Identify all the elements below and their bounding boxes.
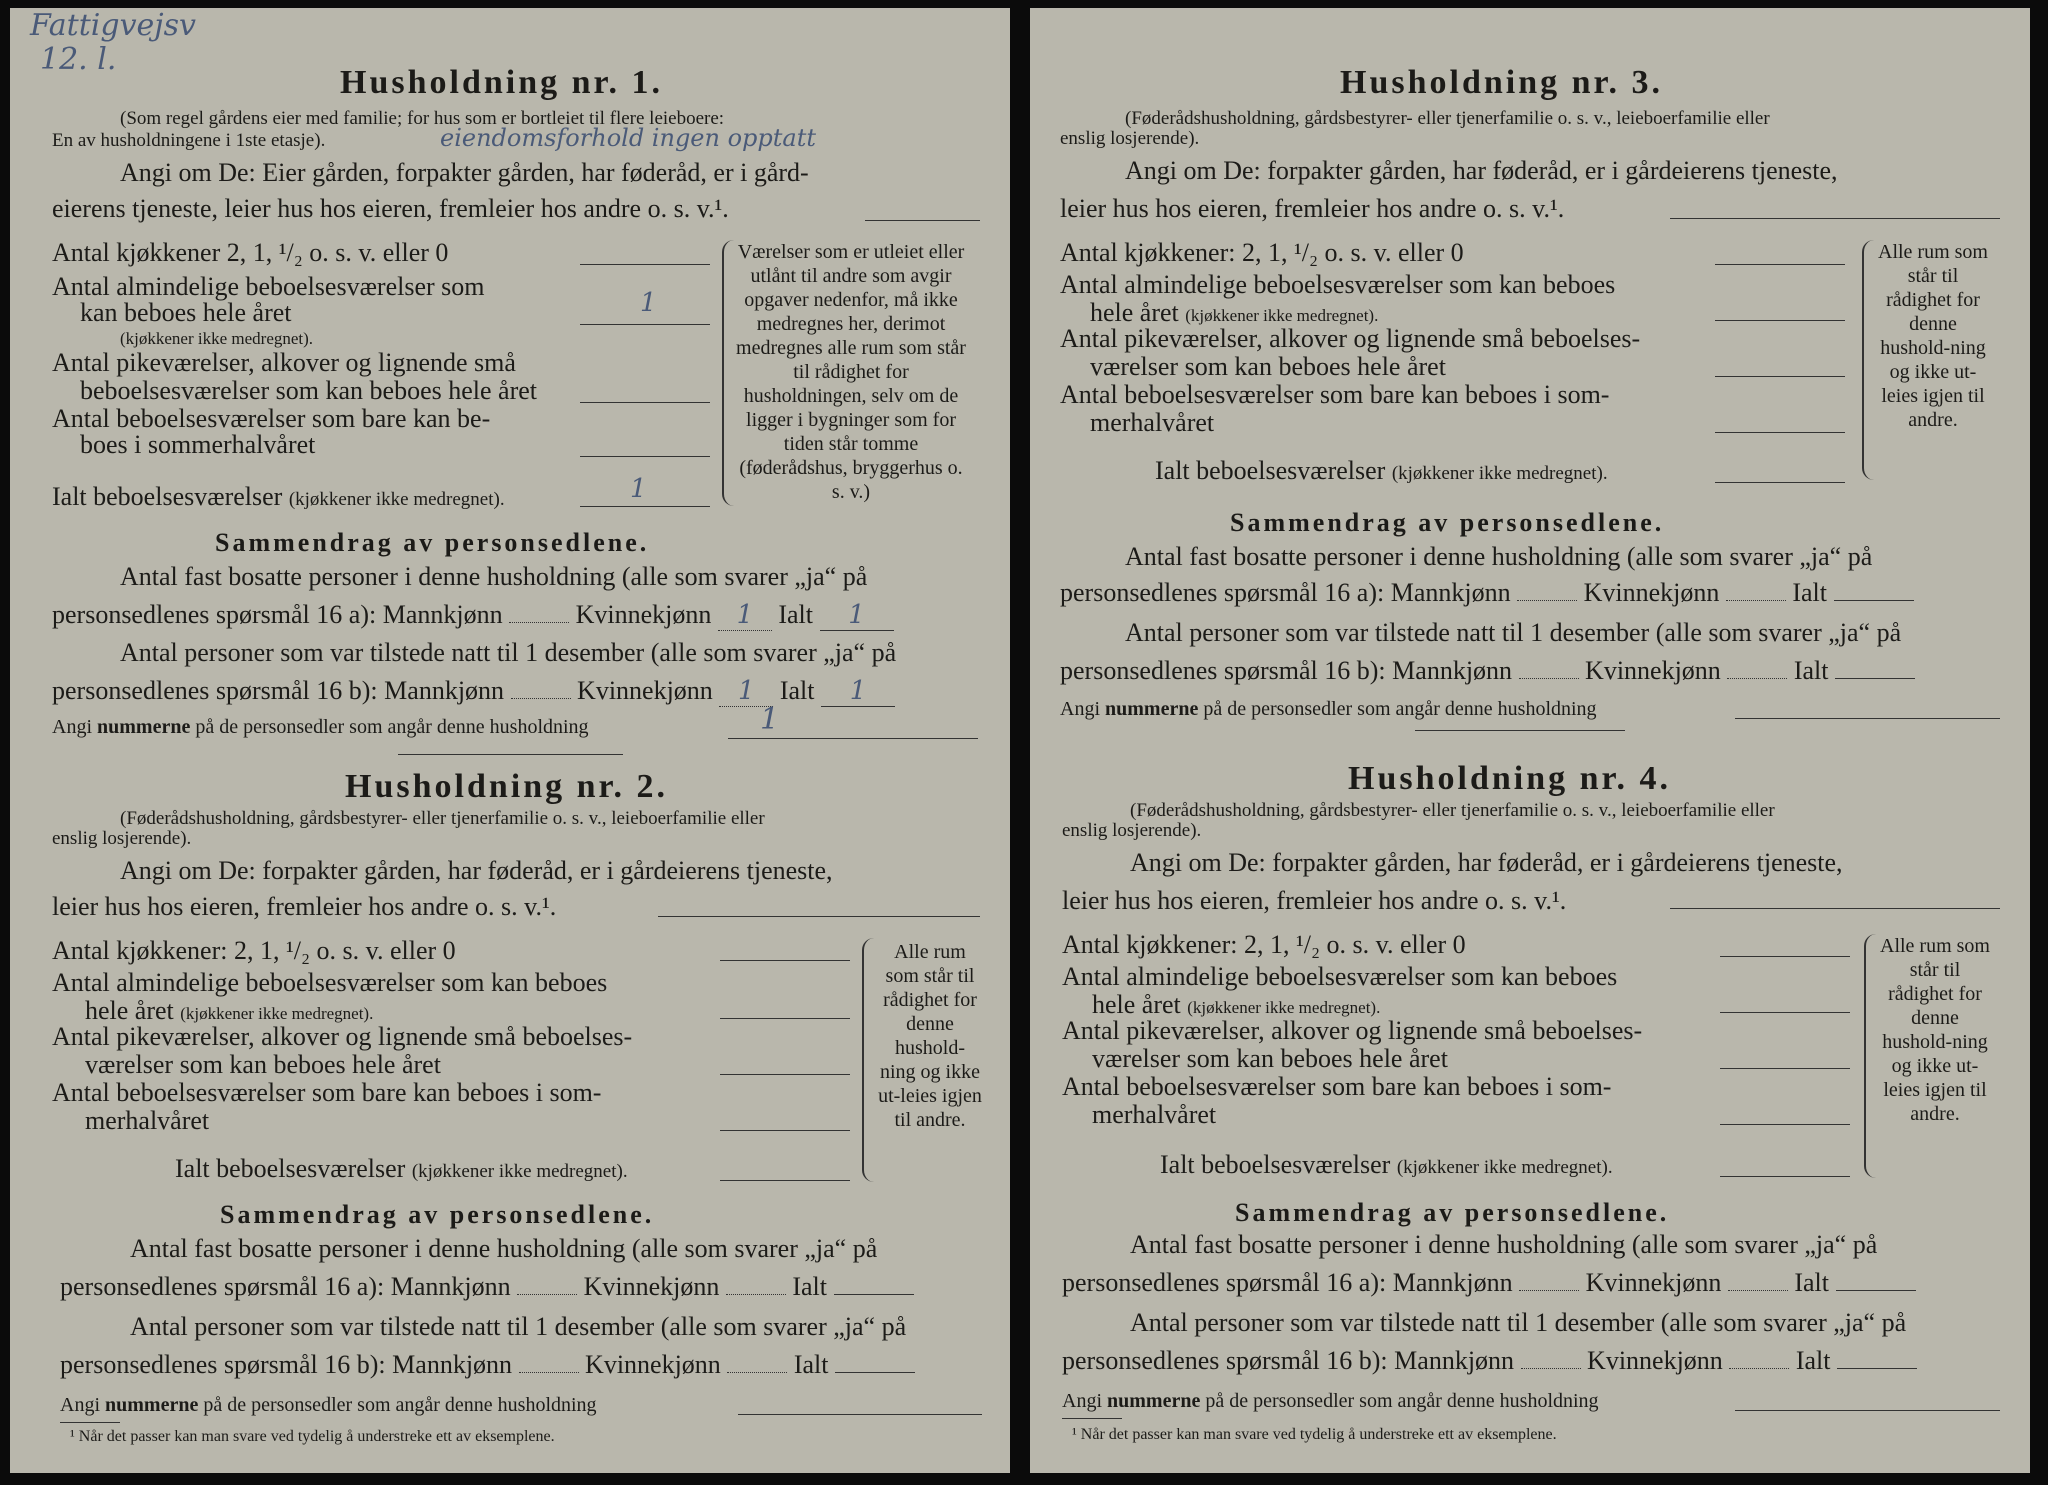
household-1-angi-line-2: eierens tjeneste, leier hus hos eieren, fremleier hos andre o. s. v.¹. [52, 194, 729, 223]
household-4-numbers-field[interactable] [1735, 1410, 2000, 1411]
household-1-total-rooms-field[interactable] [580, 506, 710, 507]
household-3-angi-line-2: leier hus hos eieren, fremleier hos andre o. s. v.¹. [1060, 194, 1565, 223]
household-4-present-male-field[interactable] [1521, 1368, 1581, 1369]
household-1-maid-rooms-field[interactable] [580, 402, 710, 403]
household-3-present-male-field[interactable] [1519, 678, 1579, 679]
household-1-handwritten-remark: eiendomsforhold ingen opptatt [440, 124, 817, 152]
household-2-rooms-field[interactable] [720, 1018, 850, 1019]
household-3-kitchens-label: Antal kjøkkener: 2, 1, ¹/₂ o. s. v. eller 0 [1060, 238, 1464, 267]
household-2-numbers-field[interactable] [738, 1414, 982, 1415]
household-2-rooms-label: Antal almindelige beboelsesværelser som kan beboes [52, 968, 608, 997]
household-4-rooms-label: Antal almindelige beboelsesværelser som kan beboes [1062, 962, 1618, 991]
household-2-kitchens-field[interactable] [720, 960, 850, 961]
household-1-summer-rooms-label: Antal beboelsesværelser som bare kan be- [52, 404, 491, 433]
household-3-maid-rooms-field[interactable] [1715, 376, 1845, 377]
household-4-present-female-field[interactable] [1729, 1368, 1789, 1369]
household-4-summer-rooms-label: Antal beboelsesværelser som bare kan beboes i som- [1062, 1072, 1612, 1101]
household-2-angi-line-2: leier hus hos eieren, fremleier hos andre o. s. v.¹. [52, 892, 557, 921]
footnote-divider-right [1062, 1418, 1122, 1419]
household-4-angi-line: Angi om De: forpakter gården, har føderåd, er i gårdeierens tjeneste, [1130, 848, 1843, 877]
household-2-summer-rooms-label-2: merhalvåret [85, 1106, 210, 1135]
household-4-side-note: Alle rum som står til rådighet for denne hushold-ning og ikke ut-leies igjen til andre. [1880, 935, 1990, 1125]
household-1-present-question: Antal personer som var tilstede natt til 1 desember (alle som svarer „ja“ på [120, 638, 897, 667]
household-1-summer-rooms-label-2: boes i sommerhalvåret [80, 430, 316, 459]
household-4-summer-rooms-field[interactable] [1720, 1124, 1850, 1125]
household-2-present-male-field[interactable] [519, 1372, 579, 1373]
household-4-present-total-field[interactable] [1837, 1368, 1917, 1369]
section-divider [398, 754, 623, 755]
household-3-title: Husholdning nr. 3. [1340, 64, 1663, 101]
household-4-resident-male-field[interactable] [1519, 1290, 1579, 1291]
corner-handwritten-note-2: 12. l. [40, 42, 117, 77]
household-1-rooms-handwritten: 1 [640, 288, 657, 318]
household-4-maid-rooms-field[interactable] [1720, 1068, 1850, 1069]
household-1-present-male-field[interactable] [511, 698, 571, 699]
household-3-resident-total-field[interactable] [1834, 600, 1914, 601]
household-2-summer-rooms-label: Antal beboelsesværelser som bare kan beboes i som- [52, 1078, 602, 1107]
household-2-numbers-row: Angi nummerne på de personsedler som angår denne husholdning [60, 1394, 597, 1416]
household-1-numbers-row: Angi nummerne på de personsedler som angår denne husholdning [52, 716, 589, 738]
household-3-resident-answer-row: personsedlenes spørsmål 16 a): Mannkjønn Kvinnekjønn Ialt [1060, 578, 1914, 608]
household-3-resident-female-field[interactable] [1726, 600, 1786, 601]
household-2-resident-total-field[interactable] [834, 1294, 914, 1295]
household-4-rooms-field[interactable] [1720, 1012, 1850, 1013]
household-2-total-rooms-field[interactable] [720, 1180, 850, 1181]
household-3-summary-title: Sammendrag av personsedlene. [1230, 508, 1665, 537]
household-2-title: Husholdning nr. 2. [345, 768, 668, 805]
household-4-maid-rooms-label: Antal pikeværelser, alkover og lignende små beboelses- [1062, 1016, 1643, 1045]
household-1-maid-rooms-label: Antal pikeværelser, alkover og lignende små [52, 348, 516, 377]
household-4-resident-female-field[interactable] [1728, 1290, 1788, 1291]
household-4-total-rooms-field[interactable] [1720, 1176, 1850, 1177]
household-1-total-rooms-handwritten: 1 [630, 474, 647, 504]
household-1-intro: (Som regel gårdens eier med familie; for hus som er bortleiet til flere leieboere: [120, 108, 725, 129]
household-3-resident-male-field[interactable] [1517, 600, 1577, 601]
household-3-rooms-label: Antal almindelige beboelsesværelser som kan beboes [1060, 270, 1616, 299]
household-2-total-rooms-label: Ialt beboelsesværelser (kjøkkener ikke medregnet). [175, 1154, 628, 1183]
household-1-side-note: Værelser som er utleiet eller utlånt til andre som avgir opgaver nedenfor, må ikke medregnes her, derimot medregnes alle rum som står til rådighet for husholdningen, selv om de ligger i bygninger som for tiden står tomme (føderådshus, bryggerhus o. s. v.) [736, 241, 966, 503]
household-2-summary-title: Sammendrag av personsedlene. [220, 1200, 655, 1229]
household-2-rooms-label-2: hele året (kjøkkener ikke medregnet). [85, 996, 374, 1025]
household-3-resident-question: Antal fast bosatte personer i denne husholdning (alle som svarer „ja“ på [1125, 542, 1873, 571]
household-2-present-total-field[interactable] [835, 1372, 915, 1373]
household-4-resident-answer-row: personsedlenes spørsmål 16 a): Mannkjønn Kvinnekjønn Ialt [1062, 1268, 1916, 1298]
household-2-maid-rooms-label: Antal pikeværelser, alkover og lignende små beboelses- [52, 1022, 633, 1051]
household-4-total-rooms-label: Ialt beboelsesværelser (kjøkkener ikke medregnet). [1160, 1150, 1613, 1179]
household-2-summer-rooms-field[interactable] [720, 1130, 850, 1131]
household-1-intro-2: En av husholdningene i 1ste etasje). [52, 130, 326, 151]
household-4-title: Husholdning nr. 4. [1348, 760, 1671, 797]
household-4-intro-2: enslig losjerende). [1062, 820, 1202, 841]
household-3-present-answer-row: personsedlenes spørsmål 16 b): Mannkjønn Kvinnekjønn Ialt [1060, 656, 1915, 686]
household-3-side-note: Alle rum som står til rådighet for denne hushold-ning og ikke ut-leies igjen til andre. [1878, 241, 1988, 431]
household-4-resident-total-field[interactable] [1836, 1290, 1916, 1291]
household-1-angi-line: Angi om De: Eier gården, forpakter gården, har føderåd, er i gård- [120, 158, 809, 187]
household-4-numbers-row: Angi nummerne på de personsedler som angår denne husholdning [1062, 1390, 1599, 1412]
household-3-total-rooms-field[interactable] [1715, 482, 1845, 483]
household-1-numbers-handwritten: 1 [760, 702, 780, 737]
household-1-numbers-field[interactable] [728, 738, 978, 739]
household-4-maid-rooms-label-2: værelser som kan beboes hele året [1092, 1044, 1448, 1073]
household-3-kitchens-field[interactable] [1715, 264, 1845, 265]
household-3-numbers-field[interactable] [1735, 718, 2000, 719]
household-2-resident-question: Antal fast bosatte personer i denne husholdning (alle som svarer „ja“ på [130, 1234, 878, 1263]
household-3-summer-rooms-field[interactable] [1715, 432, 1845, 433]
household-3-intro: (Føderådshusholdning, gårdsbestyrer- eller tjenerfamilie o. s. v., leieboerfamilie eller [1125, 108, 1770, 129]
household-3-summer-rooms-label: Antal beboelsesværelser som bare kan beboes i som- [1060, 380, 1610, 409]
household-3-numbers-row: Angi nummerne på de personsedler som angår denne husholdning [1060, 698, 1597, 720]
household-3-present-total-field[interactable] [1835, 678, 1915, 679]
household-3-rooms-field[interactable] [1715, 320, 1845, 321]
household-4-intro: (Føderådshusholdning, gårdsbestyrer- eller tjenerfamilie o. s. v., leieboerfamilie eller [1130, 800, 1775, 821]
household-4-summer-rooms-label-2: merhalvåret [1092, 1100, 1217, 1129]
household-3-total-rooms-label: Ialt beboelsesværelser (kjøkkener ikke medregnet). [1155, 456, 1608, 485]
household-1-present-answer-row: personsedlenes spørsmål 16 b): Mannkjønn Kvinnekjønn 1 Ialt 1 [52, 676, 895, 707]
household-2-resident-answer-row: personsedlenes spørsmål 16 a): Mannkjønn Kvinnekjønn Ialt [60, 1272, 914, 1302]
household-2-resident-female-field[interactable] [726, 1294, 786, 1295]
household-4-summary-title: Sammendrag av personsedlene. [1235, 1198, 1670, 1227]
household-1-summer-rooms-field[interactable] [580, 456, 710, 457]
household-1-brace [722, 240, 736, 506]
corner-handwritten-note: Fattigvejsv [30, 8, 196, 43]
left-page [10, 8, 1010, 1473]
household-4-present-question: Antal personer som var tilstede natt til 1 desember (alle som svarer „ja“ på [1130, 1308, 1907, 1337]
household-2-side-note: Alle rum som står til rådighet for denne hushold-ning og ikke ut-leies igjen til andre. [878, 941, 982, 1131]
household-4-rooms-label-2: hele året (kjøkkener ikke medregnet). [1092, 990, 1381, 1019]
section-divider-right [1415, 730, 1625, 731]
household-3-brace [1862, 240, 1876, 480]
household-2-kitchens-label: Antal kjøkkener: 2, 1, ¹/₂ o. s. v. eller 0 [52, 936, 456, 965]
household-2-present-answer-row: personsedlenes spørsmål 16 b): Mannkjønn Kvinnekjønn Ialt [60, 1350, 915, 1380]
household-1-rooms-note: (kjøkkener ikke medregnet). [120, 329, 314, 348]
household-1-rooms-label: Antal almindelige beboelsesværelser som [52, 272, 485, 301]
household-1-title: Husholdning nr. 1. [340, 64, 663, 101]
household-1-present-female-field[interactable]: 1 [719, 676, 773, 707]
household-1-resident-total-field[interactable]: 1 [820, 600, 894, 631]
footnote: ¹ Når det passer kan man svare ved tydelig å understreke ett av eksemplene. [70, 1428, 555, 1445]
household-1-total-rooms-label: Ialt beboelsesværelser (kjøkkener ikke medregnet). [52, 482, 505, 511]
footnote-right: ¹ Når det passer kan man svare ved tydelig å understreke ett av eksemplene. [1072, 1426, 1557, 1443]
household-3-maid-rooms-label: Antal pikeværelser, alkover og lignende små beboelses- [1060, 324, 1641, 353]
household-2-intro: (Føderådshusholdning, gårdsbestyrer- eller tjenerfamilie o. s. v., leieboerfamilie eller [120, 808, 765, 829]
household-3-present-question: Antal personer som var tilstede natt til 1 desember (alle som svarer „ja“ på [1125, 618, 1902, 647]
household-3-summer-rooms-label-2: merhalvåret [1090, 408, 1215, 437]
household-1-resident-male-field[interactable] [509, 622, 569, 623]
household-1-resident-question: Antal fast bosatte personer i denne husholdning (alle som svarer „ja“ på [120, 562, 868, 591]
right-page [1030, 8, 2030, 1473]
household-1-kitchens-label: Antal kjøkkener 2, 1, ¹/₂ o. s. v. eller 0 [52, 238, 449, 267]
household-3-maid-rooms-label-2: værelser som kan beboes hele året [1090, 352, 1446, 381]
household-2-maid-rooms-label-2: værelser som kan beboes hele året [85, 1050, 441, 1079]
household-2-angi-answer-line[interactable] [658, 916, 980, 917]
household-3-angi-line: Angi om De: forpakter gården, har føderåd, er i gårdeierens tjeneste, [1125, 156, 1838, 185]
household-4-present-answer-row: personsedlenes spørsmål 16 b): Mannkjønn Kvinnekjønn Ialt [1062, 1346, 1917, 1376]
household-2-present-female-field[interactable] [727, 1372, 787, 1373]
household-2-resident-male-field[interactable] [517, 1294, 577, 1295]
household-4-angi-line-2: leier hus hos eieren, fremleier hos andre o. s. v.¹. [1062, 886, 1567, 915]
household-1-resident-female-field[interactable]: 1 [718, 600, 772, 631]
household-1-rooms-field[interactable] [580, 324, 710, 325]
household-3-present-female-field[interactable] [1727, 678, 1787, 679]
household-3-intro-2: enslig losjerende). [1060, 128, 1200, 149]
household-1-present-total-field[interactable]: 1 [821, 676, 895, 707]
household-4-brace [1864, 934, 1878, 1178]
footnote-divider [60, 1422, 120, 1423]
household-1-angi-answer-line[interactable] [865, 220, 980, 221]
household-1-resident-answer-row: personsedlenes spørsmål 16 a): Mannkjønn Kvinnekjønn 1 Ialt 1 [52, 600, 894, 631]
household-3-rooms-label-2: hele året (kjøkkener ikke medregnet). [1090, 298, 1379, 327]
household-4-angi-answer-line[interactable] [1670, 908, 2000, 909]
household-4-kitchens-label: Antal kjøkkener: 2, 1, ¹/₂ o. s. v. eller 0 [1062, 930, 1466, 959]
household-2-intro-2: enslig losjerende). [52, 828, 192, 849]
household-4-resident-question: Antal fast bosatte personer i denne husholdning (alle som svarer „ja“ på [1130, 1230, 1878, 1259]
household-1-summary-title: Sammendrag av personsedlene. [215, 528, 650, 557]
household-2-maid-rooms-field[interactable] [720, 1074, 850, 1075]
household-4-kitchens-field[interactable] [1720, 956, 1850, 957]
household-1-maid-rooms-label-2: beboelsesværelser som kan beboes hele året [80, 376, 538, 405]
household-1-rooms-label-2: kan beboes hele året [80, 298, 292, 327]
household-2-angi-line: Angi om De: forpakter gården, har føderåd, er i gårdeierens tjeneste, [120, 856, 833, 885]
household-3-angi-answer-line[interactable] [1670, 218, 2000, 219]
household-1-kitchens-field[interactable] [580, 264, 710, 265]
household-2-present-question: Antal personer som var tilstede natt til 1 desember (alle som svarer „ja“ på [130, 1312, 907, 1341]
household-2-brace [862, 938, 876, 1182]
